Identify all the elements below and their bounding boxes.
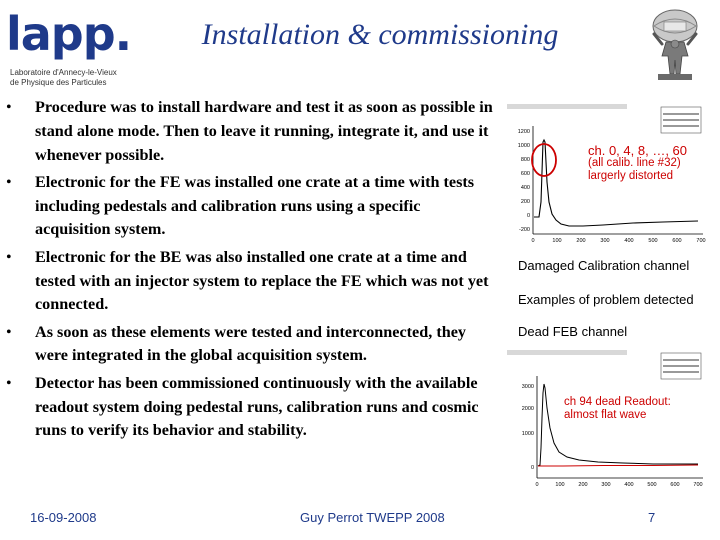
y-tick-label: 3000 [521, 384, 534, 390]
y-tick-label: 0 [526, 213, 530, 219]
x-tick-label: 300 [601, 482, 611, 488]
x-tick-label: 100 [555, 482, 565, 488]
bullet-text: Detector has been commissioned continuously with the available readout system doing pedestal runs, calibration runs and cosmic runs to verify its behavior and stability. [35, 373, 479, 440]
y-tick-label: 1000 [521, 431, 534, 437]
x-tick-label: 200 [576, 238, 586, 244]
x-tick-label: 300 [600, 238, 610, 244]
x-tick-label: 700 [696, 238, 706, 244]
y-tick-label: 800 [520, 157, 530, 163]
bullet-item [6, 96, 496, 167]
x-tick-label: 600 [670, 482, 680, 488]
y-tick-label: 200 [520, 199, 530, 205]
x-tick-label: 0 [531, 238, 535, 244]
bullet-marker: • [6, 374, 12, 392]
callout-line: ch. 0, 4, 8, …, 60 [588, 143, 687, 158]
bullet-list [6, 96, 496, 447]
bullet-item [6, 246, 496, 317]
x-tick-label: 500 [648, 238, 658, 244]
calibration-callout [588, 144, 706, 183]
bullet-marker: • [6, 323, 12, 341]
callout-line: (all calib. line #32) [588, 157, 681, 169]
callout-line: largerly distorted [588, 170, 674, 182]
bullet-marker: • [6, 173, 12, 191]
bullet-item [6, 171, 496, 242]
y-tick-label: 400 [520, 185, 530, 191]
y-tick-label: 2000 [521, 406, 534, 412]
bullet-marker: • [6, 99, 12, 116]
y-tick-label: 0 [530, 465, 534, 471]
lapp-logo [6, 6, 132, 96]
damaged-calibration-label: Damaged Calibration channel [518, 258, 690, 273]
footer-date: 16-09-2008 [30, 510, 97, 525]
x-tick-label: 200 [578, 482, 588, 488]
dead-channel-callout [564, 396, 704, 422]
x-tick-label: 100 [552, 238, 562, 244]
x-tick-label: 0 [535, 482, 539, 488]
atlas-logo-icon [640, 4, 710, 82]
y-tick-label: 600 [520, 171, 530, 177]
bullet-marker: • [6, 248, 12, 266]
x-tick-label: 700 [693, 482, 703, 488]
y-tick-label: 1000 [517, 143, 530, 149]
x-tick-label: 600 [672, 238, 682, 244]
slide-title: Installation & commissioning [201, 18, 559, 51]
x-tick-label: 400 [624, 482, 634, 488]
bullet-text: Electronic for the FE was installed one crate at a time with tests including pedestals and calibration runs using a specific acquisition system. [35, 172, 475, 239]
x-tick-label: 500 [647, 482, 657, 488]
bullet-item [6, 321, 496, 369]
plot-title-bar [507, 350, 627, 355]
lapp-logo-text: lapp. [6, 7, 132, 61]
plot-title-bar [507, 104, 627, 109]
dead-feb-label: Dead FEB channel [518, 324, 628, 339]
y-tick-label: 1200 [517, 129, 530, 135]
bullet-item [6, 372, 496, 443]
bullet-text: Electronic for the BE was also installed one crate at a time and tested with an injector system to replace the FE which was not yet connected. [35, 247, 489, 314]
footer-author: Guy Perrot TWEPP 2008 [300, 510, 445, 525]
callout-line: almost flat wave [564, 409, 647, 421]
x-tick-label: 400 [624, 238, 634, 244]
callout-line: ch 94 dead Readout: [564, 396, 671, 408]
bullet-text: Procedure was to install hardware and test it as soon as possible in stand alone mode. Then to leave it running, integrate it, and use it whenever possible. [35, 98, 493, 164]
y-tick-label: -200 [518, 227, 530, 233]
bullet-text: As soon as these elements were tested and interconnected, they were integrated in the global acquisition system. [35, 322, 467, 365]
page-number: 7 [648, 510, 656, 525]
examples-label: Examples of problem detected [518, 292, 694, 307]
lapp-logo-subtitle: Laboratoire d'Annecy-le-Vieux de Physique des Particules [10, 68, 117, 87]
